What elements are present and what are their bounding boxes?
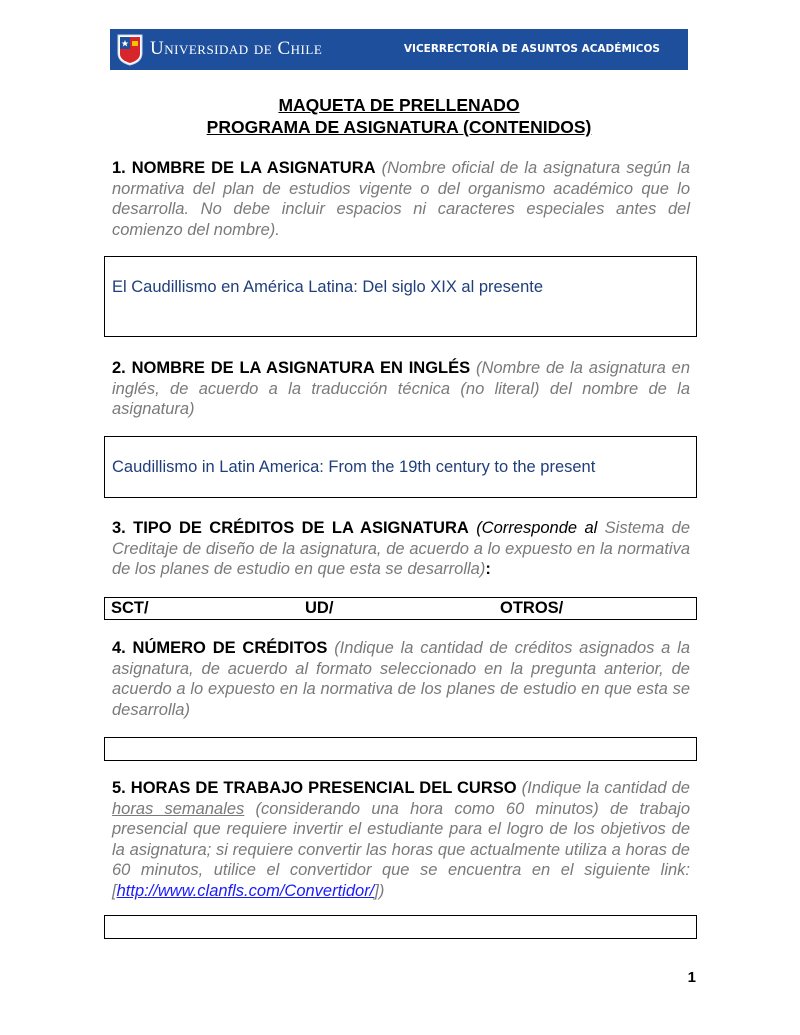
section-5-hint-b: (considerando una hora como 60 minutos) de trabajo presencial que requiere invertir el estudiante para el logro de los objetivos de la asignatura; si requiere convertir las horas que actualmente utiliza a horas de 60 minutos, utilice el convertidor que se encuentra en el siguiente link: [ — [112, 799, 690, 900]
credit-option-otros[interactable]: OTROS/ — [500, 599, 564, 617]
credit-option-ud[interactable]: UD/ — [305, 599, 334, 617]
section-2-description — [112, 358, 690, 420]
section-4-heading: 4. NÚMERO DE CRÉDITOS — [112, 639, 328, 657]
converter-link[interactable]: http://www.clanfls.com/Convertidor/ — [116, 881, 375, 900]
section-1-description — [112, 158, 690, 240]
university-seal-icon — [116, 33, 144, 66]
contact-hours-field[interactable] — [104, 915, 697, 939]
university-name: Universidad de Chile — [150, 38, 323, 59]
section-2-heading: 2. NOMBRE DE LA ASIGNATURA EN INGLÉS — [112, 359, 471, 377]
section-5-heading: 5. HORAS DE TRABAJO PRESENCIAL DEL CURSO — [112, 779, 517, 797]
section-3-hint-b: Sistema de Creditaje de diseño de la asignatura, de acuerdo a lo expuesto en la normativa de los planes de estudio en que esta se desarrolla) — [112, 519, 690, 579]
course-name-value: El Caudillismo en América Latina: Del siglo XIX al presente — [112, 278, 544, 296]
section-2-hint: (Nombre de la asignatura en inglés, de acuerdo a la traducción técnica (no literal) del nombre de la asignatura) — [112, 359, 690, 419]
document-title: MAQUETA DE PRELLENADO — [278, 95, 520, 115]
section-3-description — [112, 518, 690, 580]
credits-number-field[interactable] — [104, 737, 697, 761]
course-name-english-value: Caudillismo in Latin America: From the 19th century to the present — [112, 458, 596, 476]
credit-type-field — [104, 597, 697, 620]
header-banner — [110, 29, 688, 70]
section-5-description — [112, 778, 690, 902]
course-name-english-field[interactable] — [104, 436, 697, 498]
section-5-hint-underlined: horas semanales — [112, 799, 245, 818]
credit-option-sct[interactable]: SCT/ — [111, 599, 149, 617]
section-3-colon: : — [485, 560, 491, 579]
section-4-hint: (Indique la cantidad de créditos asignados a la asignatura, de acuerdo al formato seleccionado en la pregunta anterior, de acuerdo a lo expuesto en la normativa de los planes de estudio en que esta se desarrolla) — [112, 639, 691, 719]
document-subtitle: PROGRAMA DE ASIGNATURA (CONTENIDOS) — [206, 117, 592, 137]
course-name-field[interactable] — [104, 256, 697, 337]
page-number: 1 — [687, 969, 696, 986]
section-3-heading: 3. TIPO DE CRÉDITOS DE LA ASIGNATURA — [112, 519, 469, 537]
vicerrectoria-label: VICERRECTORÍA DE ASUNTOS ACADÉMICOS — [403, 43, 660, 55]
section-5-hint-c: ]) — [374, 881, 385, 900]
section-3-hint-a: (Corresponde al — [476, 519, 598, 537]
section-5-hint-a: (Indique la cantidad de — [521, 779, 690, 797]
section-1-hint: (Nombre oficial de la asignatura según la normativa del plan de estudios vigente o del organismo académico que lo desarrolla. No debe incluir espacios ni caracteres especiales antes del comienzo del nombre). — [112, 159, 690, 239]
section-1-heading: 1. NOMBRE DE LA ASIGNATURA — [112, 159, 376, 177]
section-4-description — [112, 638, 690, 720]
